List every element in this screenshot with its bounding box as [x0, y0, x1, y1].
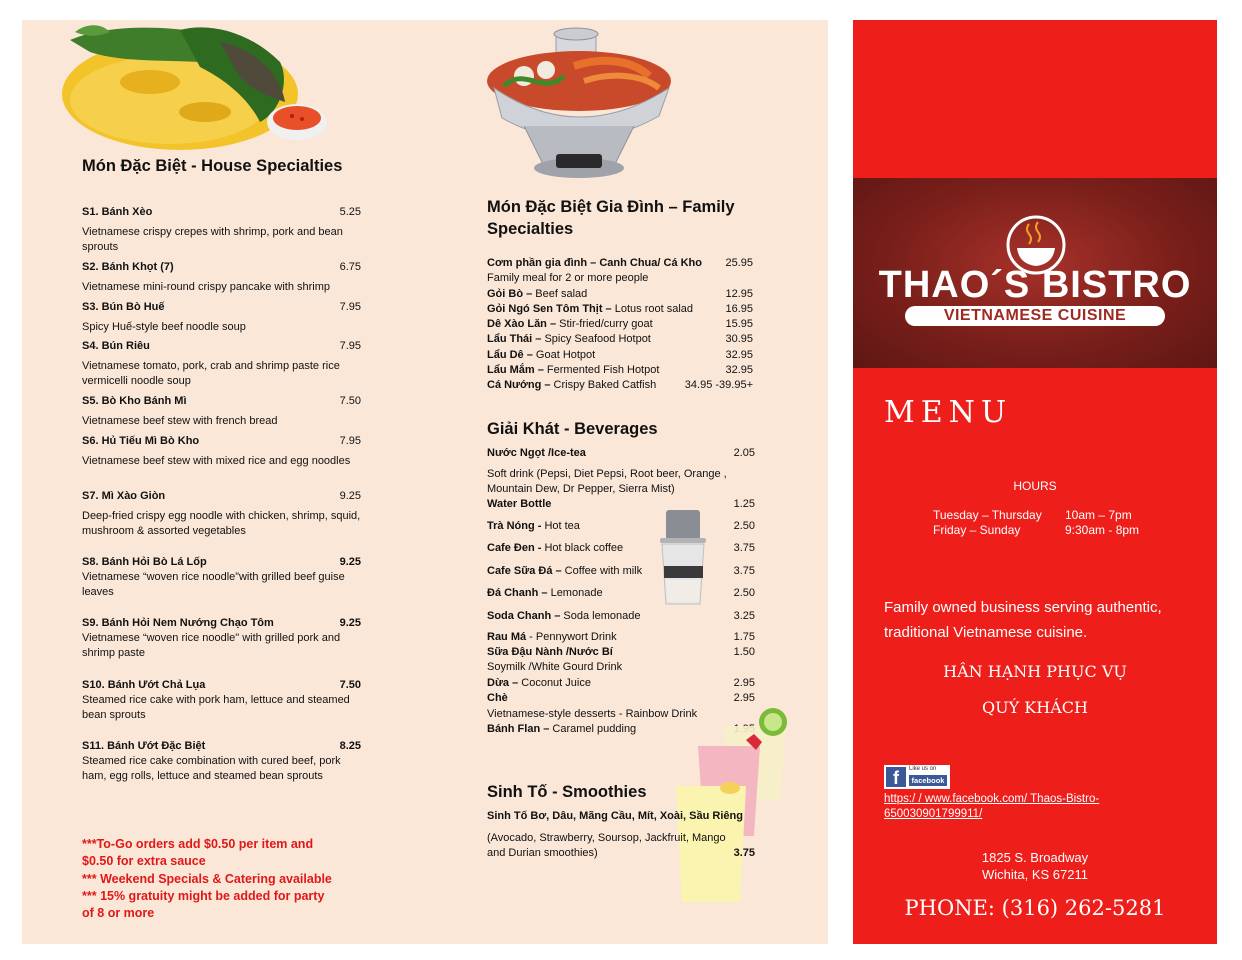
menu-item-code: S11.	[82, 740, 105, 752]
family-item-price: 16.95	[725, 303, 753, 315]
family-item-name: Gỏi Bò –	[487, 288, 533, 300]
beverage-desc: Soymilk /White Gourd Drink	[487, 661, 623, 673]
menu-item-desc: Steamed rice cake combination with cured beef, pork ham, egg rolls, lettuce and steamed bean sprouts	[82, 755, 341, 783]
smoothie-desc-line2: and Durian smoothies)	[487, 847, 598, 859]
family-item-desc: Crispy Baked Catfish	[550, 379, 657, 391]
facebook-badge-top: Like us on	[909, 766, 937, 772]
menu-item-name: Bánh Xèo	[101, 206, 153, 218]
menu-item-header	[82, 260, 361, 275]
facebook-badge[interactable]	[884, 765, 950, 789]
note-line: *** 15% gratuity might be added for party	[82, 888, 325, 903]
menu-item-code: S9.	[82, 617, 99, 629]
beverage-name: Đá Chanh –	[487, 587, 548, 599]
smoothie-desc-line1: (Avocado, Strawberry, Soursop, Jackfruit, Mango	[487, 832, 726, 844]
beverage-item	[487, 676, 755, 691]
menu-item-name: Hủ Tiếu Mì Bò Kho	[101, 435, 200, 447]
beverage-item	[487, 519, 755, 534]
family-item-desc: Goat Hotpot	[532, 349, 596, 361]
family-item-desc: Spicy Seafood Hotpot	[541, 333, 651, 345]
beverage-item	[487, 645, 755, 660]
beverage-desc: Hot black coffee	[541, 542, 624, 554]
brand-name: THAO´S BISTRO	[878, 264, 1192, 306]
beverage-price: 1.50	[733, 646, 755, 658]
family-item-name: Lẩu Dê –	[487, 349, 533, 361]
menu-item-name: Bánh Ướt Đặc Biệt	[107, 740, 206, 752]
beverage-desc: Vietnamese-style desserts - Rainbow Drink	[487, 708, 698, 720]
menu-item-name: Bún Bò Huế	[101, 301, 165, 313]
family-item	[487, 378, 753, 393]
beverage-desc: Soda lemonade	[560, 610, 641, 622]
hours-time-1: 10am – 7pm	[1065, 508, 1132, 522]
family-item-price: 34.95 -39.95+	[684, 379, 753, 391]
beverage-name: Cafe Sữa Đá –	[487, 565, 562, 577]
family-item-desc: Family meal for 2 or more people	[487, 272, 649, 284]
menu-item-name: Bún Riêu	[101, 340, 150, 352]
beverage-desc: Caramel pudding	[549, 723, 637, 735]
family-item-name: Cá Nướng –	[487, 379, 551, 391]
hours-days-2: Friday – Sunday	[933, 523, 1021, 537]
menu-item-header	[82, 394, 361, 409]
menu-item-price: 5.25	[339, 206, 361, 218]
menu-item-code: S10.	[82, 679, 105, 691]
family-item-desc: Stir-fried/curry goat	[556, 318, 653, 330]
smoothies-title: Sinh Tố - Smoothies	[487, 783, 647, 801]
family-item-desc: Fermented Fish Hotpot	[543, 364, 660, 376]
menu-item-price: 6.75	[339, 261, 361, 273]
order-notes	[82, 836, 362, 922]
family-item	[487, 302, 753, 317]
menu-item-desc: Steamed rice cake with pork ham, lettuce and steamed bean sprouts	[82, 694, 350, 722]
beverage-name: Sữa Đậu Nành /Nước Bí	[487, 646, 613, 658]
beverage-name: Nước Ngọt /Ice-tea	[487, 447, 586, 459]
menu-item-code: S4.	[82, 340, 99, 352]
menu-item-desc: Vietnamese tomato, pork, crab and shrimp paste rice vermicelli noodle soup	[82, 360, 340, 388]
beverage-desc: Lemonade	[547, 587, 603, 599]
family-item	[487, 271, 753, 286]
welcome-message	[853, 654, 1217, 726]
beverage-name: Rau Má	[487, 631, 527, 643]
beverage-price: 2.50	[733, 587, 755, 599]
menu-item-price: 9.25	[339, 490, 361, 502]
menu-item-code: S7.	[82, 490, 99, 502]
beverage-name: Chè	[487, 692, 508, 704]
beverage-item	[487, 691, 755, 706]
menu-item-desc: Vietnamese “woven rice noodle”with grilled beef guise leaves	[82, 571, 345, 599]
menu-item-code: S6.	[82, 435, 99, 447]
beverage-item	[487, 586, 755, 601]
menu-item-code: S3.	[82, 301, 99, 313]
menu-item-header	[82, 739, 361, 754]
beverages-title: Giải Khát - Beverages	[487, 420, 658, 438]
menu-item-header	[82, 205, 361, 220]
family-item-price: 15.95	[725, 318, 753, 330]
beverage-item	[487, 497, 755, 512]
beverage-price: 1.75	[733, 631, 755, 643]
beverage-price: 1.25	[733, 498, 755, 510]
address	[853, 849, 1217, 883]
menu-item-name: Bánh Khọt (7)	[101, 261, 174, 273]
family-item	[487, 317, 753, 332]
vietnamese-coffee-photo	[652, 508, 714, 608]
beverage-item	[487, 660, 755, 675]
menu-item-price: 7.95	[339, 340, 361, 352]
family-item-name: Lẩu Thái –	[487, 333, 542, 345]
family-item-desc: Lotus root salad	[611, 303, 694, 315]
family-item-name: Lẩu Mắm –	[487, 364, 544, 376]
beverage-price: 2.95	[733, 677, 755, 689]
menu-item-price: 7.50	[339, 395, 361, 407]
menu-item-name: Bánh Ướt Chả Lụa	[107, 679, 206, 691]
note-line: $0.50 for extra sauce	[82, 854, 206, 869]
beverage-desc: Coffee with milk	[561, 565, 643, 577]
family-item	[487, 287, 753, 302]
beverage-desc: Soft drink (Pepsi, Diet Pepsi, Root beer, Orange ,	[487, 468, 727, 480]
address-line1: 1825 S. Broadway	[981, 850, 1089, 865]
beverage-price: 3.75	[733, 542, 755, 554]
facebook-url-line2: 650030901799911/	[884, 808, 983, 820]
beverage-item	[487, 630, 755, 645]
family-item-price: 30.95	[725, 333, 753, 345]
welcome-line1: HÂN HẠNH PHỤC VỤ	[943, 662, 1127, 681]
beverage-name: Cafe Đen -	[487, 542, 542, 554]
menu-item-code: S5.	[82, 395, 99, 407]
menu-item-desc: Vietnamese crispy crepes with shrimp, pork and bean sprouts	[82, 226, 343, 254]
beverage-desc: Mountain Dew, Dr Pepper, Sierra Mist)	[487, 483, 675, 495]
family-item-desc: Beef salad	[532, 288, 588, 300]
welcome-line2: QUÝ KHÁCH	[982, 698, 1088, 717]
banh-xeo-photo	[30, 22, 340, 162]
family-item	[487, 348, 753, 363]
beverage-item	[487, 467, 755, 482]
beverage-price: 2.05	[733, 447, 755, 459]
hours-time-2: 9:30am - 8pm	[1065, 523, 1140, 537]
smoothie-price: 3.75	[733, 847, 755, 859]
facebook-badge-bottom: facebook	[909, 775, 947, 786]
menu-item-price: 9.25	[339, 617, 361, 629]
tagline-line2: traditional Vietnamese cuisine.	[884, 624, 1088, 641]
facebook-url-line1: https:/ / www.facebook.com/ Thaos-Bistro-	[884, 793, 1100, 805]
family-item-name: Dê Xào Lăn –	[487, 318, 557, 330]
menu-item-header	[82, 489, 361, 504]
family-title-line2: Specialties	[487, 220, 574, 238]
family-specialties-title	[487, 196, 735, 240]
menu-item-desc: Spicy Huế-style beef noodle soup	[82, 321, 246, 333]
brand-band	[853, 178, 1217, 368]
tagline	[884, 595, 1162, 645]
hours-title: HOURS	[1013, 479, 1057, 493]
beverage-price: 2.50	[733, 520, 755, 532]
menu-item-header	[82, 300, 361, 315]
note-line: *** Weekend Specials & Catering available	[82, 871, 332, 886]
menu-item-desc: Vietnamese beef stew with mixed rice and egg noodles	[82, 455, 351, 467]
family-item-price: 32.95	[725, 349, 753, 361]
menu-heading: MENU	[884, 395, 1013, 430]
beverage-item	[487, 482, 755, 497]
family-item-price: 25.95	[725, 257, 753, 269]
family-item	[487, 256, 753, 271]
menu-cover-panel	[853, 20, 1217, 944]
beverage-item	[487, 564, 755, 579]
menu-item-desc: Vietnamese beef stew with french bread	[82, 415, 278, 427]
menu-item-code: S2.	[82, 261, 99, 273]
hotpot-photo	[484, 26, 684, 186]
smoothie-flavors: Sinh Tố Bơ, Dâu, Mãng Cầu, Mít, Xoài, Sầu Riêng	[487, 810, 743, 822]
menu-item-desc: Deep-fried crispy egg noodle with chicken, shrimp, squid, mushroom & assorted vegetables	[82, 510, 361, 538]
house-specialties-title: Món Đặc Biệt - House Specialties	[82, 157, 343, 175]
menu-item-header	[82, 678, 361, 693]
beverage-name: Bánh Flan –	[487, 723, 550, 735]
menu-item-header	[82, 339, 361, 354]
note-line: ***To-Go orders add $0.50 per item and	[82, 837, 314, 851]
smoothies-photo	[668, 706, 798, 906]
beverage-desc: - Pennywort Drink	[526, 631, 617, 643]
family-item-price: 12.95	[725, 288, 753, 300]
beverage-price: 3.75	[733, 565, 755, 577]
beverage-item	[487, 609, 755, 624]
menu-item-name: Mì Xào Giòn	[101, 490, 166, 502]
menu-item-price: 8.25	[339, 740, 361, 752]
beverage-name: Dừa –	[487, 677, 519, 689]
family-title-line1: Món Đặc Biệt Gia Đình – Family	[487, 198, 735, 216]
menu-item-code: S1.	[82, 206, 99, 218]
beverage-name: Water Bottle	[487, 498, 552, 510]
family-item	[487, 332, 753, 347]
family-item-price: 32.95	[725, 364, 753, 376]
menu-item-name: Bò Kho Bánh Mì	[101, 395, 187, 407]
menu-item-header	[82, 616, 361, 631]
tagline-line1: Family owned business serving authentic,	[884, 599, 1162, 616]
beverage-item	[487, 541, 755, 556]
address-line2: Wichita, KS 67211	[982, 867, 1088, 882]
menu-item-desc: Vietnamese mini-round crispy pancake with shrimp	[82, 281, 331, 293]
facebook-link[interactable]	[884, 792, 1099, 822]
note-line: of 8 or more	[82, 906, 155, 921]
family-item	[487, 363, 753, 378]
menu-item-price: 7.50	[339, 679, 361, 691]
brand-subtitle: VIETNAMESE CUISINE	[905, 306, 1165, 326]
beverage-name: Trà Nóng -	[487, 520, 542, 532]
family-item-name: Gỏi Ngó Sen Tôm Thịt –	[487, 303, 612, 315]
menu-item-price: 7.95	[339, 435, 361, 447]
family-item-name: Cơm phần gia đình – Canh Chua/ Cá Kho	[487, 257, 702, 269]
menu-item-name: Bánh Hỏi Bò Lá Lốp	[101, 556, 207, 568]
beverage-desc: Coconut Juice	[518, 677, 591, 689]
menu-item-header	[82, 555, 361, 570]
menu-item-desc: Vietnamese “woven rice noodle" with grilled pork and shrimp paste	[82, 632, 341, 660]
menu-item-price: 7.95	[339, 301, 361, 313]
beverage-price: 3.25	[733, 610, 755, 622]
beverage-price: 2.95	[733, 692, 755, 704]
hours-days-1: Tuesday – Thursday	[933, 508, 1042, 522]
beverage-desc: Hot tea	[541, 520, 580, 532]
menu-item-code: S8.	[82, 556, 99, 568]
beverage-item	[487, 446, 755, 461]
menu-item-header	[82, 434, 361, 449]
menu-item-name: Bánh Hỏi Nem Nướng Chạo Tôm	[101, 617, 274, 629]
menu-item-price: 9.25	[339, 556, 361, 568]
beverage-name: Soda Chanh –	[487, 610, 561, 622]
facebook-icon: f	[886, 767, 906, 787]
phone-number: PHONE: (316) 262-5281	[904, 896, 1166, 920]
